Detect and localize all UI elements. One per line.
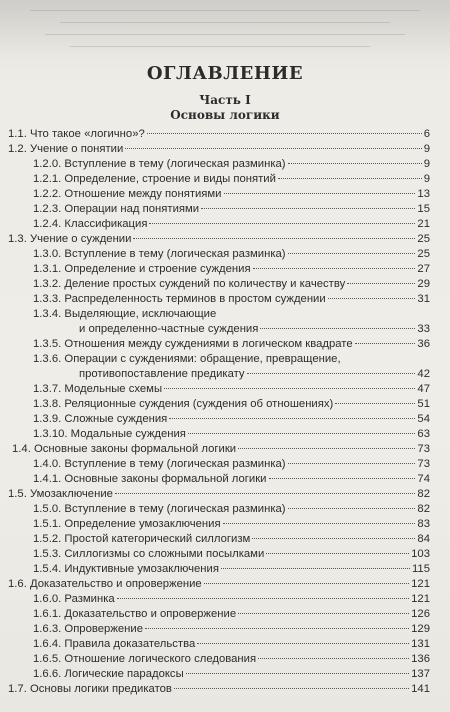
toc-entry-page: 54 — [417, 413, 430, 425]
toc-entry-page: 21 — [417, 218, 430, 230]
toc-entry[interactable] — [33, 411, 430, 427]
toc-entry-title: 1.3.0. Вступление в тему (логическая разминка) — [33, 248, 286, 260]
toc-entry[interactable] — [33, 651, 430, 667]
toc-entry-title: 1.4. Основные законы формальной логики — [12, 443, 237, 455]
toc-entry[interactable] — [33, 186, 430, 202]
toc-entry[interactable] — [33, 276, 430, 292]
toc-entry-title: 1.2.4. Классификация — [33, 218, 148, 230]
toc-entry[interactable] — [33, 636, 430, 652]
toc-entry-title: 1.3.1. Определение и строение суждения — [33, 263, 251, 275]
toc-entry-title: 1.2.2. Отношение между понятиями — [33, 188, 222, 200]
show-through-line — [45, 34, 405, 35]
toc-entry-title: и определенно-частные суждения — [79, 323, 259, 335]
toc-entry-page: 115 — [411, 563, 430, 575]
toc-entry-title: 1.6.6. Логические парадоксы — [33, 668, 184, 680]
toc-entry-title: 1.3.7. Модельные схемы — [33, 383, 163, 395]
toc-entry-page: 9 — [423, 143, 430, 155]
show-through-line — [30, 10, 420, 11]
toc-entry[interactable] — [8, 576, 430, 592]
toc-entry-title: 1.3.10. Модальные суждения — [33, 428, 186, 440]
toc-entry-page: 136 — [411, 653, 430, 665]
toc-entry-page: 31 — [417, 293, 430, 305]
toc-entry[interactable] — [33, 621, 430, 637]
toc-entry-title: 1.5.0. Вступление в тему (логическая разминка) — [33, 503, 286, 515]
toc-entry[interactable] — [79, 366, 430, 382]
toc-entry-title: 1.5.4. Индуктивные умозаключения — [33, 563, 219, 575]
toc-entry-page: 36 — [417, 338, 430, 350]
show-through-line — [70, 46, 370, 47]
toc-entry[interactable] — [12, 441, 430, 457]
toc-entry[interactable] — [33, 546, 430, 562]
toc-entry[interactable] — [33, 426, 430, 442]
toc-entry-page: 15 — [417, 203, 430, 215]
toc-entry-title: 1.3.9. Сложные суждения — [33, 413, 168, 425]
toc-entry[interactable] — [33, 336, 430, 352]
toc-entry-page: 126 — [411, 608, 430, 620]
toc-entry[interactable] — [33, 171, 430, 187]
toc-entry-page: 137 — [411, 668, 430, 680]
toc-entry-title: противопоставление предикату — [79, 368, 245, 380]
toc-entry-page: 131 — [411, 638, 430, 650]
page-title: ОГЛАВЛЕНИЕ — [146, 63, 304, 84]
toc-entry[interactable] — [33, 561, 430, 577]
toc-entry[interactable] — [33, 531, 430, 547]
toc-entry-page: 103 — [411, 548, 430, 560]
toc-entry[interactable] — [33, 351, 430, 367]
toc-entry[interactable] — [8, 486, 430, 502]
toc-entry[interactable] — [33, 456, 430, 472]
toc-entry-page: 33 — [417, 323, 430, 335]
toc-entry-title: 1.2.3. Операции над понятиями — [33, 203, 200, 215]
toc-entry-title: 1.1. Что такое «логично»? — [8, 128, 145, 140]
toc-entry[interactable] — [33, 201, 430, 217]
toc-entry-title: 1.6. Доказательство и опровержение — [8, 578, 202, 590]
toc-entry[interactable] — [8, 141, 430, 157]
toc-entry-page: 84 — [417, 533, 430, 545]
toc-entry[interactable] — [33, 396, 430, 412]
toc-entry[interactable] — [33, 666, 430, 682]
toc-entry-title: 1.3.3. Распределенность терминов в простом суждении — [33, 293, 326, 305]
toc-entry-title: 1.4.0. Вступление в тему (логическая разминка) — [33, 458, 286, 470]
toc-entry-title: 1.6.4. Правила доказательства — [33, 638, 196, 650]
toc-entry[interactable] — [33, 306, 430, 322]
toc-entry-title: 1.6.3. Опровержение — [33, 623, 143, 635]
show-through-line — [60, 22, 390, 23]
toc-entry-page: 29 — [417, 278, 430, 290]
toc-entry-page: 9 — [423, 173, 430, 185]
toc-entry-page: 141 — [411, 683, 430, 695]
toc-entry-title: 1.5. Умозаключение — [8, 488, 113, 500]
toc-entry-page: 27 — [417, 263, 430, 275]
toc-entry-title: 1.6.1. Доказательство и опровержение — [33, 608, 237, 620]
show-through-text — [0, 0, 450, 60]
toc-entry-page: 47 — [417, 383, 430, 395]
toc-entry-title: 1.3.2. Деление простых суждений по количеству и качеству — [33, 278, 346, 290]
toc-entry-page: 121 — [411, 593, 430, 605]
toc-entry-title: 1.3. Учение о суждении — [8, 233, 132, 245]
toc-entry[interactable] — [33, 591, 430, 607]
toc-entry-page: 82 — [417, 488, 430, 500]
toc-entry-title: 1.5.3. Силлогизмы со сложными посылками — [33, 548, 265, 560]
toc-entry[interactable] — [33, 606, 430, 622]
part-heading: Часть I — [199, 93, 251, 107]
toc-entry-title: 1.5.2. Простой категорический силлогизм — [33, 533, 251, 545]
toc-entry[interactable] — [33, 381, 430, 397]
toc-entry[interactable] — [33, 291, 430, 307]
toc-entry-title: 1.4.1. Основные законы формальной логики — [33, 473, 267, 485]
toc-entry-title: 1.3.6. Операции с суждениями: обращение, превращение, — [33, 353, 341, 365]
toc-entry-title: 1.3.5. Отношения между суждениями в логическом квадрате — [33, 338, 353, 350]
toc-entry-title: 1.2.0. Вступление в тему (логическая разминка) — [33, 158, 286, 170]
toc-entry-page: 121 — [411, 578, 430, 590]
toc-entry[interactable] — [33, 216, 430, 232]
toc-entry[interactable] — [8, 681, 430, 697]
toc-entry-title: 1.5.1. Определение умозаключения — [33, 518, 221, 530]
toc-entry[interactable] — [33, 156, 430, 172]
toc-entry-page: 9 — [423, 158, 430, 170]
part-subtitle: Основы логики — [170, 108, 280, 122]
toc-entry-page: 25 — [417, 233, 430, 245]
toc-entry-page: 51 — [417, 398, 430, 410]
toc-entry[interactable] — [8, 231, 430, 247]
toc-entry[interactable] — [33, 471, 430, 487]
toc-entry[interactable] — [8, 126, 430, 142]
toc-entry-page: 74 — [417, 473, 430, 485]
toc-entry-title: 1.2. Учение о понятии — [8, 143, 124, 155]
toc-entry-page: 82 — [417, 503, 430, 515]
toc-entry[interactable] — [33, 516, 430, 532]
toc-entry-title: 1.7. Основы логики предикатов — [8, 683, 172, 695]
toc-entry-title: 1.2.1. Определение, строение и виды понятий — [33, 173, 276, 185]
toc-entry[interactable] — [33, 246, 430, 262]
toc-entry-page: 13 — [417, 188, 430, 200]
toc-entry-title: 1.6.0. Разминка — [33, 593, 115, 605]
toc-entry-page: 73 — [417, 458, 430, 470]
toc-entry-title: 1.3.4. Выделяющие, исключающие — [33, 308, 217, 320]
toc-entry-page: 25 — [417, 248, 430, 260]
toc-entry[interactable] — [79, 321, 430, 337]
toc-entry-page: 73 — [417, 443, 430, 455]
toc-entry-page: 6 — [423, 128, 430, 140]
toc-entry[interactable] — [33, 261, 430, 277]
toc-entry-page: 83 — [417, 518, 430, 530]
toc-entry-title: 1.6.5. Отношение логического следования — [33, 653, 257, 665]
toc-entry-title: 1.3.8. Реляционные суждения (суждения об отношениях) — [33, 398, 334, 410]
toc-entry-page: 42 — [417, 368, 430, 380]
toc-entry[interactable] — [33, 501, 430, 517]
toc-entry-page: 129 — [411, 623, 430, 635]
toc-entry-page: 63 — [417, 428, 430, 440]
